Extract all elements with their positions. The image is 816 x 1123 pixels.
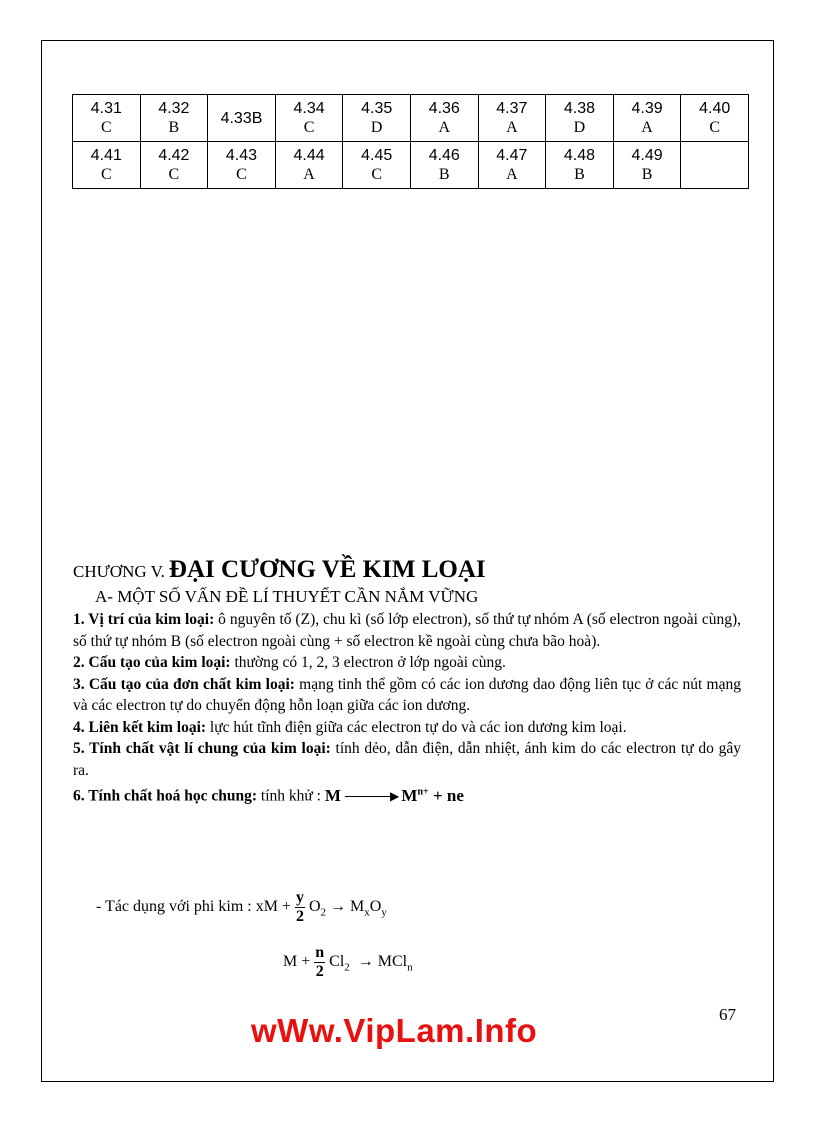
answer-letter: C [371,166,382,183]
chapter-title: ĐẠI CƯƠNG VỀ KIM LOẠI [168,556,486,583]
question-number: 4.37 [496,100,528,117]
question-number: 4.41 [90,147,122,164]
answer-cell [410,142,478,189]
answer-letter: A [641,119,653,136]
answer-combined: 4.33B [220,109,263,127]
answer-letter: B [641,166,653,183]
theory-points [73,609,741,807]
answer-letter: C [303,119,315,136]
fraction-y-over-2: $\frac{y}{2}$ [295,889,304,925]
question-number: 4.34 [293,100,325,117]
point-4: 4. Liên kết kim loại: lực hút tĩnh điện giữa các electron tự do và các ion dương kim loại. [73,718,627,736]
answer-letter: D [370,119,383,136]
answer-cell [613,142,681,189]
answer-letter: A [438,119,451,136]
question-number: 4.43 [225,147,258,164]
question-number: 4.32 [158,100,190,117]
question-number: 4.46 [428,147,460,164]
point-6: 6. Tính chất hoá học chung: tính khử : M ▶ $M^{n+}$ + ne [73,785,464,805]
answer-cell [613,95,681,142]
answer-cell [208,95,276,142]
question-number: 4.39 [631,100,663,117]
question-number: 4.45 [361,147,393,164]
answer-cell [275,142,343,189]
answer-cell [343,95,411,142]
answer-letter: C [100,166,112,183]
answer-letter: D [573,119,586,136]
point-5: 5. Tính chất vật lí chung của kim loại: tính dẻo, dẫn điện, dẫn nhiệt, ánh kim do các electron tự do gây ra. [73,740,742,779]
answer-cell [681,95,749,142]
point-2: 2. Cấu tạo của kim loại: thường có 1, 2, 3 electron ở lớp ngoài cùng. [73,654,506,671]
question-number: 4.44 [293,147,325,164]
page-number: 67 [719,1005,736,1024]
answer-cell [410,95,478,142]
answer-letter: A [506,119,518,136]
answer-letter: B [438,166,450,183]
table-row [73,142,749,189]
answer-cell [343,142,411,189]
chlorine-equation: M + $\frac{n}{2}$ $Cl_2 \to MCl_n$ [283,944,413,980]
answer-letter: C [236,166,247,183]
chapter-prefix: CHƯƠNG V. [73,562,165,581]
point-3: 3. Cấu tạo của đơn chất kim loại: mạng tinh thể gồm có các ion dương dao động liên tục ở các nút mạng và các electron tự do chuyển động hỗn loạn giữa các ion dương. [73,675,741,714]
answer-letter: C [709,119,720,136]
question-number: 4.40 [699,100,731,117]
answer-cell [275,95,343,142]
answer-cell [140,142,208,189]
point-1: 1. Vị trí của kim loại: ô nguyên tố (Z), chu kì (số lớp electron), số thứ tự nhóm A (số electron ngoài cùng), số thứ tự nhóm B (số electron ngoài cùng + số electron kề ngoài cùng chưa bão hoà). [73,611,741,650]
answer-letter: C [100,119,112,136]
question-number: 4.31 [90,100,122,117]
answer-cell [140,95,208,142]
answer-cell [478,95,546,142]
answer-cell [546,95,614,142]
nonmetal-equation: - Tác dụng với phi kim : xM + $\frac{y}{2}$ $O_2 \to M_xO_y$ [96,889,387,925]
answer-letter: B [574,166,585,183]
answer-cell [73,142,141,189]
question-number: 4.35 [361,100,393,117]
answer-letter: B [168,119,180,136]
answer-cell [73,95,141,142]
site-watermark[interactable]: wWw.VipLam.Info [251,1012,538,1049]
table-row [73,95,749,142]
answer-letter: C [168,166,180,183]
answer-letter: A [506,166,518,183]
fraction-n-over-2: $\frac{n}{2}$ [315,944,325,980]
answer-cell [478,142,546,189]
question-number: 4.48 [563,147,596,164]
answer-cell [208,142,276,189]
chapter-heading [73,556,486,584]
answer-key-table [72,94,749,189]
answer-cell [681,142,749,189]
question-number: 4.49 [631,147,663,164]
answer-letter: A [303,166,315,183]
oxidation-reaction: M ▶ $M^{n+}$ + ne [324,785,464,805]
question-number: 4.47 [496,147,528,164]
question-number: 4.38 [563,100,596,117]
section-title: A- MỘT SỐ VẤN ĐỀ LÍ THUYẾT CẦN NẮM VỮNG [95,587,479,606]
question-number: 4.42 [158,147,190,164]
answer-cell [546,142,614,189]
question-number: 4.36 [428,100,460,117]
